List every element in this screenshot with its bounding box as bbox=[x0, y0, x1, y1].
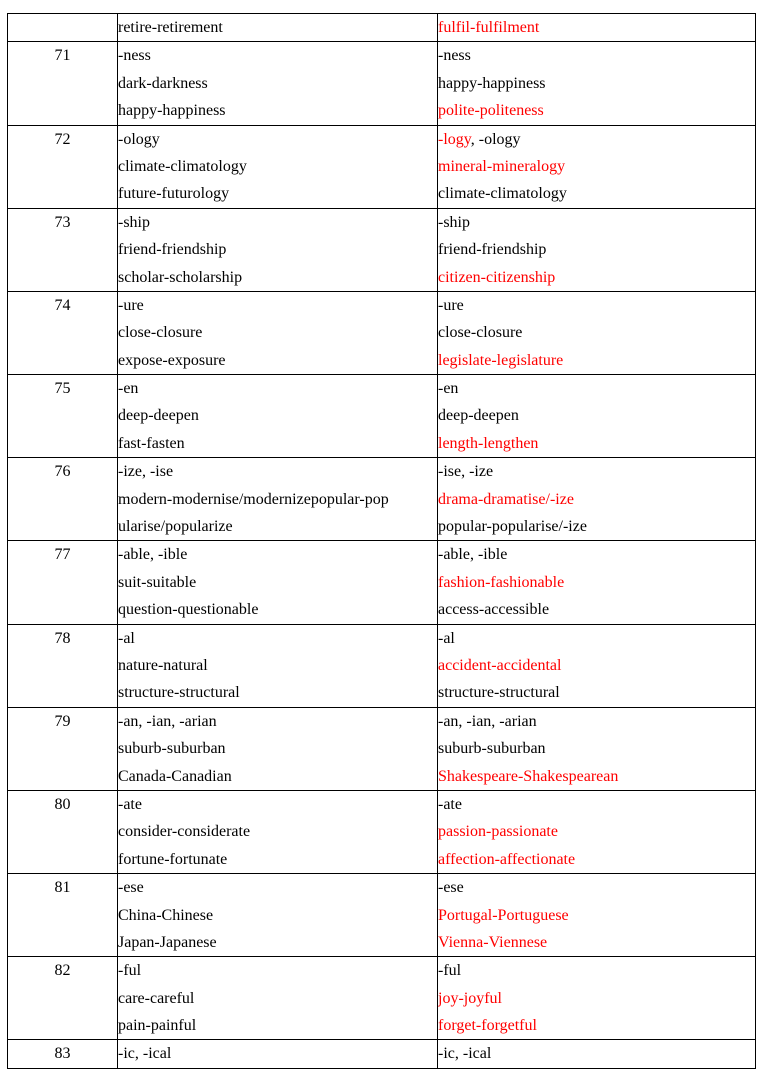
example-line bbox=[438, 319, 755, 346]
highlighted-word: legislate-legislature bbox=[438, 351, 564, 369]
word: -an, -ian, -arian bbox=[118, 712, 217, 730]
word: dark-darkness bbox=[118, 74, 208, 92]
example-line bbox=[118, 596, 437, 623]
word: nature-natural bbox=[118, 656, 208, 674]
example-line bbox=[438, 985, 755, 1012]
word: suburb-suburban bbox=[438, 740, 546, 758]
word: fast-fasten bbox=[118, 434, 185, 452]
word: close-closure bbox=[118, 324, 203, 342]
examples-left-cell bbox=[118, 624, 438, 707]
examples-right-cell bbox=[438, 291, 756, 374]
example-line bbox=[118, 209, 437, 236]
example-line bbox=[118, 652, 437, 679]
examples-right-cell bbox=[438, 458, 756, 541]
row-number-cell: 76 bbox=[8, 458, 118, 541]
example-line bbox=[438, 957, 755, 984]
example-line bbox=[438, 126, 755, 153]
word: -ate bbox=[118, 795, 142, 813]
table-row bbox=[8, 14, 756, 42]
example-line bbox=[118, 292, 437, 319]
table-row bbox=[8, 957, 756, 1040]
word: -al bbox=[118, 629, 135, 647]
word: Canada-Canadian bbox=[118, 767, 232, 785]
example-line bbox=[118, 541, 437, 568]
word: China-Chinese bbox=[118, 906, 214, 924]
examples-left-cell bbox=[118, 208, 438, 291]
word: suit-suitable bbox=[118, 573, 197, 591]
example-line bbox=[118, 236, 437, 263]
highlighted-word: citizen-citizenship bbox=[438, 268, 556, 286]
examples-right-cell bbox=[438, 624, 756, 707]
examples-right-cell bbox=[438, 125, 756, 208]
highlighted-word: length-lengthen bbox=[438, 434, 539, 452]
table-row bbox=[8, 125, 756, 208]
word: happy-happiness bbox=[438, 74, 546, 92]
example-line bbox=[118, 791, 437, 818]
word: -ize, -ise bbox=[118, 463, 174, 481]
example-line bbox=[438, 791, 755, 818]
example-line bbox=[118, 430, 437, 457]
word: -ure bbox=[438, 296, 464, 314]
example-line bbox=[118, 874, 437, 901]
example-line bbox=[438, 70, 755, 97]
example-line bbox=[438, 846, 755, 873]
example-line bbox=[438, 402, 755, 429]
example-line bbox=[118, 264, 437, 291]
row-number-cell: 80 bbox=[8, 790, 118, 873]
examples-right-cell bbox=[438, 42, 756, 125]
row-number-cell: 73 bbox=[8, 208, 118, 291]
example-line bbox=[118, 763, 437, 790]
example-line bbox=[118, 402, 437, 429]
word: -en bbox=[118, 380, 139, 398]
examples-right-cell bbox=[438, 14, 756, 42]
word: -ure bbox=[118, 296, 144, 314]
example-line bbox=[438, 652, 755, 679]
word: pain-painful bbox=[118, 1017, 197, 1035]
example-line bbox=[438, 679, 755, 706]
word: structure-structural bbox=[438, 684, 560, 702]
row-number-cell: 75 bbox=[8, 375, 118, 458]
example-line bbox=[438, 1040, 755, 1067]
word: -ate bbox=[438, 795, 462, 813]
highlighted-word: forget-forgetful bbox=[438, 1017, 537, 1035]
example-line bbox=[438, 708, 755, 735]
example-line bbox=[438, 209, 755, 236]
table-row bbox=[8, 291, 756, 374]
example-line bbox=[438, 902, 755, 929]
row-number-cell: 72 bbox=[8, 125, 118, 208]
example-line bbox=[118, 929, 437, 956]
example-line bbox=[438, 42, 755, 69]
examples-left-cell bbox=[118, 14, 438, 42]
example-line bbox=[438, 929, 755, 956]
examples-right-cell bbox=[438, 790, 756, 873]
example-line bbox=[438, 458, 755, 485]
row-number-cell: 82 bbox=[8, 957, 118, 1040]
example-line bbox=[438, 430, 755, 457]
table-row bbox=[8, 375, 756, 458]
word: ularise/popularize bbox=[118, 518, 233, 536]
word: consider-considerate bbox=[118, 823, 251, 841]
word: -ness bbox=[438, 47, 471, 65]
examples-left-cell bbox=[118, 957, 438, 1040]
example-line bbox=[118, 375, 437, 402]
example-line bbox=[438, 292, 755, 319]
example-line bbox=[438, 874, 755, 901]
highlighted-word: affection-affectionate bbox=[438, 850, 576, 868]
table-row bbox=[8, 42, 756, 125]
word: care-careful bbox=[118, 989, 195, 1007]
example-line bbox=[118, 985, 437, 1012]
example-line bbox=[118, 818, 437, 845]
table-row bbox=[8, 208, 756, 291]
word: -ise, -ize bbox=[438, 463, 494, 481]
example-line bbox=[438, 735, 755, 762]
word: -able, -ible bbox=[438, 546, 508, 564]
example-line bbox=[118, 846, 437, 873]
example-line bbox=[118, 319, 437, 346]
word: modern-modernise/modernizepopular-pop bbox=[118, 490, 389, 508]
word: -ese bbox=[438, 879, 464, 897]
word: -an, -ian, -arian bbox=[438, 712, 537, 730]
examples-right-cell bbox=[438, 375, 756, 458]
word: -ology bbox=[118, 130, 160, 148]
examples-left-cell bbox=[118, 1040, 438, 1068]
examples-left-cell bbox=[118, 42, 438, 125]
example-line bbox=[118, 1040, 437, 1067]
example-line bbox=[118, 1012, 437, 1039]
examples-left-cell bbox=[118, 874, 438, 957]
word: -ese bbox=[118, 879, 144, 897]
highlighted-word: fulfil-fulfilment bbox=[438, 19, 540, 36]
word: close-closure bbox=[438, 324, 523, 342]
example-line bbox=[438, 486, 755, 513]
word: -ship bbox=[438, 213, 470, 231]
example-line bbox=[438, 569, 755, 596]
examples-left-cell bbox=[118, 541, 438, 624]
row-number-cell: 81 bbox=[8, 874, 118, 957]
row-number-cell: 83 bbox=[8, 1040, 118, 1068]
example-line bbox=[118, 70, 437, 97]
example-line bbox=[438, 625, 755, 652]
examples-right-cell bbox=[438, 874, 756, 957]
example-line bbox=[438, 763, 755, 790]
word: access-accessible bbox=[438, 601, 550, 619]
word: climate-climatology bbox=[438, 185, 567, 203]
highlighted-word: Vienna-Viennese bbox=[438, 933, 548, 951]
word: expose-exposure bbox=[118, 351, 226, 369]
word: -ness bbox=[118, 47, 151, 65]
word: -able, -ible bbox=[118, 546, 188, 564]
example-line bbox=[438, 97, 755, 124]
word: structure-structural bbox=[118, 684, 240, 702]
example-line bbox=[118, 957, 437, 984]
table-row bbox=[8, 790, 756, 873]
word: Japan-Japanese bbox=[118, 933, 217, 951]
highlighted-word: Shakespeare-Shakespearean bbox=[438, 767, 619, 785]
table-row bbox=[8, 707, 756, 790]
example-line bbox=[438, 153, 755, 180]
examples-left-cell bbox=[118, 790, 438, 873]
row-number-cell: 78 bbox=[8, 624, 118, 707]
row-number-cell: 79 bbox=[8, 707, 118, 790]
document-page bbox=[0, 13, 760, 1084]
examples-right-cell bbox=[438, 707, 756, 790]
examples-right-cell bbox=[438, 208, 756, 291]
word: friend-friendship bbox=[438, 241, 547, 259]
word: future-futurology bbox=[118, 185, 230, 203]
example-line bbox=[118, 153, 437, 180]
examples-right-cell bbox=[438, 1040, 756, 1068]
highlighted-word: passion-passionate bbox=[438, 823, 558, 841]
example-line bbox=[118, 708, 437, 735]
example-line bbox=[118, 569, 437, 596]
example-line bbox=[438, 347, 755, 374]
example-line bbox=[438, 1012, 755, 1039]
example-line bbox=[118, 679, 437, 706]
example-line bbox=[118, 180, 437, 207]
row-number-cell: 74 bbox=[8, 291, 118, 374]
word: suburb-suburban bbox=[118, 740, 226, 758]
examples-left-cell bbox=[118, 125, 438, 208]
examples-left-cell bbox=[118, 291, 438, 374]
table-row bbox=[8, 458, 756, 541]
suffix-table bbox=[7, 13, 756, 1069]
word: , -ology bbox=[470, 130, 521, 148]
highlighted-word: mineral-mineralogy bbox=[438, 157, 566, 175]
example-line bbox=[118, 347, 437, 374]
example-line bbox=[118, 126, 437, 153]
word: fortune-fortunate bbox=[118, 850, 228, 868]
table-row bbox=[8, 624, 756, 707]
example-line bbox=[438, 180, 755, 207]
example-line bbox=[118, 735, 437, 762]
word: -ful bbox=[438, 962, 462, 980]
example-line bbox=[438, 375, 755, 402]
word: friend-friendship bbox=[118, 241, 227, 259]
word: -ic, -ical bbox=[438, 1045, 492, 1063]
example-line bbox=[438, 541, 755, 568]
example-line bbox=[118, 97, 437, 124]
highlighted-word: polite-politeness bbox=[438, 102, 544, 120]
example-line bbox=[118, 513, 437, 540]
row-number-cell: 77 bbox=[8, 541, 118, 624]
example-line bbox=[438, 596, 755, 623]
highlighted-word: fashion-fashionable bbox=[438, 573, 565, 591]
example-line bbox=[118, 625, 437, 652]
example-line bbox=[438, 513, 755, 540]
examples-left-cell bbox=[118, 707, 438, 790]
highlighted-word: joy-joyful bbox=[438, 989, 502, 1007]
examples-left-cell bbox=[118, 458, 438, 541]
example-line bbox=[118, 902, 437, 929]
example-line bbox=[118, 458, 437, 485]
word: happy-happiness bbox=[118, 102, 226, 120]
table-row bbox=[8, 874, 756, 957]
examples-right-cell bbox=[438, 541, 756, 624]
word: -ful bbox=[118, 962, 142, 980]
table-row bbox=[8, 541, 756, 624]
word: retire-retirement bbox=[118, 19, 223, 36]
word: -en bbox=[438, 380, 459, 398]
row-number-cell: 71 bbox=[8, 42, 118, 125]
word: scholar-scholarship bbox=[118, 268, 243, 286]
example-line bbox=[118, 486, 437, 513]
example-line bbox=[438, 264, 755, 291]
word: -ship bbox=[118, 213, 150, 231]
examples-right-cell bbox=[438, 957, 756, 1040]
row-number-cell bbox=[8, 14, 118, 42]
word: climate-climatology bbox=[118, 157, 247, 175]
word: -al bbox=[438, 629, 455, 647]
highlighted-word: accident-accidental bbox=[438, 656, 562, 674]
word: deep-deepen bbox=[118, 407, 199, 425]
table-row bbox=[8, 1040, 756, 1068]
example-line bbox=[438, 14, 755, 41]
highlighted-word: -logy bbox=[438, 130, 471, 148]
example-line bbox=[438, 236, 755, 263]
example-line bbox=[438, 818, 755, 845]
highlighted-word: drama-dramatise/-ize bbox=[438, 490, 574, 508]
suffix-table-body bbox=[8, 14, 756, 1069]
word: deep-deepen bbox=[438, 407, 519, 425]
example-line bbox=[118, 42, 437, 69]
examples-left-cell bbox=[118, 375, 438, 458]
word: question-questionable bbox=[118, 601, 259, 619]
word: -ic, -ical bbox=[118, 1045, 172, 1063]
highlighted-word: Portugal-Portuguese bbox=[438, 906, 569, 924]
example-line bbox=[118, 14, 437, 41]
word: popular-popularise/-ize bbox=[438, 518, 587, 536]
